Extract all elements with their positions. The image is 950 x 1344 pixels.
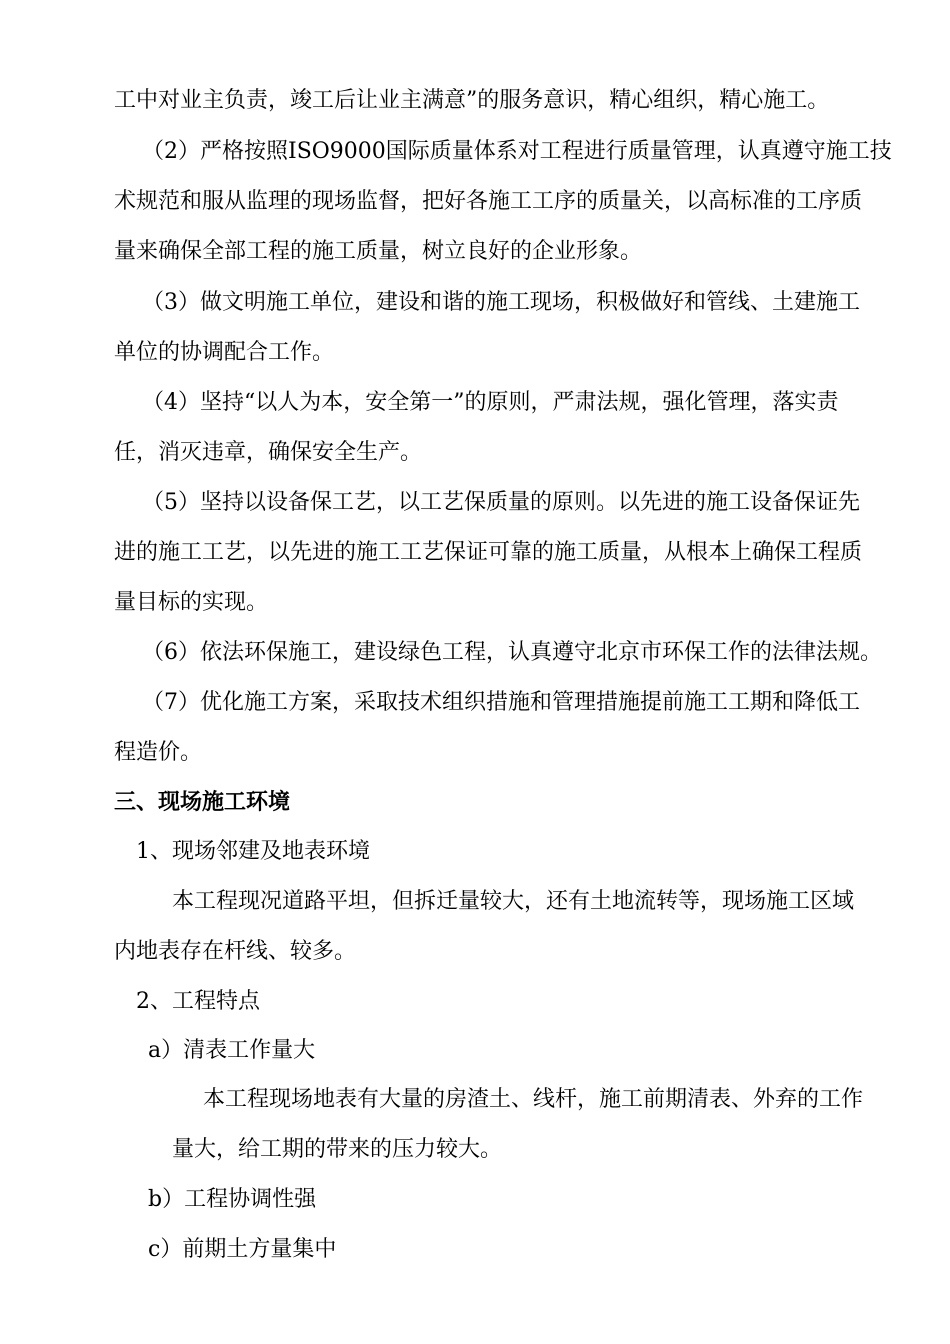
- paragraph-line: 工中对业主负责，竣工后让业主满意”的服务意识，精心组织，精心施工。: [114, 88, 830, 113]
- list-item-line: （7）优化施工方案，采取技术组织措施和管理措施提前施工工期和降低工: [142, 690, 860, 715]
- section-heading: 三、现场施工环境: [114, 790, 291, 815]
- paragraph-line: 进的施工工艺，以先进的施工工艺保证可靠的施工质量，从根本上确保工程质: [114, 540, 863, 565]
- paragraph-line: 单位的协调配合工作。: [114, 340, 335, 365]
- list-item-line: a）清表工作量大: [148, 1038, 316, 1063]
- list-item-line: （4）坚持“以人为本，安全第一”的原则，严肃法规，强化管理，落实责: [142, 390, 839, 415]
- paragraph-line: 术规范和服从监理的现场监督，把好各施工工序的质量关，以高标准的工序质: [114, 189, 863, 214]
- paragraph-line: 量目标的实现。: [114, 590, 269, 615]
- subsection-heading: 1、现场邻建及地表环境: [136, 839, 370, 864]
- list-item-line: （3）做文明施工单位，建设和谐的施工现场，积极做好和管线、土建施工: [142, 290, 860, 315]
- list-item-line: b）工程协调性强: [148, 1187, 317, 1212]
- list-item-line: （5）坚持以设备保工艺，以工艺保质量的原则。以先进的施工设备保证先: [142, 490, 860, 515]
- list-item-line: c）前期土方量集中: [148, 1237, 337, 1262]
- paragraph-line: 程造价。: [114, 740, 203, 765]
- paragraph-line: 量大，给工期的带来的压力较大。: [172, 1137, 503, 1162]
- list-item-line: （2）严格按照ISO9000国际质量体系对工程进行质量管理，认真遵守施工技: [142, 139, 892, 164]
- paragraph-line: 量来确保全部工程的施工质量，树立良好的企业形象。: [114, 239, 643, 264]
- list-item-line: （6）依法环保施工，建设绿色工程，认真遵守北京市环保工作的法律法规。: [142, 640, 882, 665]
- subsection-heading: 2、工程特点: [136, 989, 260, 1014]
- paragraph-line: 任，消灭违章，确保安全生产。: [114, 440, 423, 465]
- paragraph-line: 内地表存在杆线、较多。: [114, 939, 357, 964]
- paragraph-line: 本工程现况道路平坦，但拆迁量较大，还有土地流转等，现场施工区域: [172, 889, 855, 914]
- paragraph-line: 本工程现场地表有大量的房渣土、线杆，施工前期清表、外弃的工作: [203, 1087, 864, 1112]
